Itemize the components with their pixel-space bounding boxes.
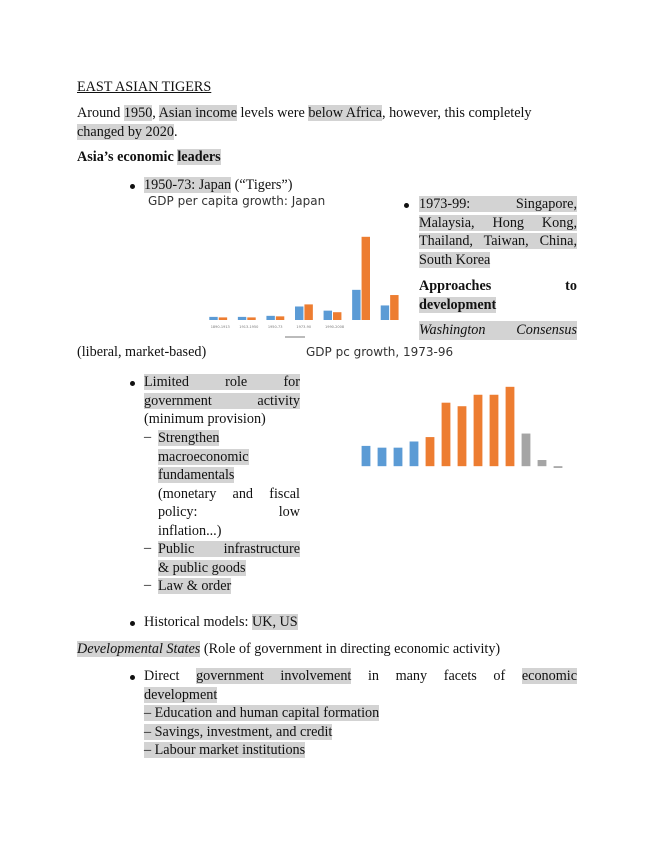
chart2-bar <box>490 395 499 466</box>
direct-highlight: government involvement <box>196 668 352 684</box>
dev-states-text: (Role of government in directing economic activity) <box>200 641 501 657</box>
tigers-line: South Korea <box>419 251 491 268</box>
bullet-tigers <box>419 195 577 269</box>
chart1-bar <box>209 317 217 320</box>
direct-highlight: development <box>144 686 218 703</box>
sub-line: fundamentals <box>158 467 235 483</box>
chart2-bar <box>522 434 531 467</box>
chart1-bar <box>333 312 341 320</box>
leaders-highlight: leaders <box>177 149 221 165</box>
chart1-bar <box>247 317 255 320</box>
chart1-bar <box>304 304 312 320</box>
sub-line: & public goods <box>158 559 246 576</box>
chart2-bar <box>362 446 371 466</box>
chart2-bar <box>554 466 563 468</box>
bullet-direct <box>144 667 577 760</box>
direct-highlight: economic <box>521 668 577 684</box>
intro-text: , <box>152 105 159 121</box>
chart1-x-tick: 1990-2008 <box>325 325 345 329</box>
chart1-bar <box>238 317 246 320</box>
chart1-x-tick: 1973-90 <box>296 325 312 329</box>
bullet-japan <box>144 177 292 194</box>
tigers-line: Thailand, Taiwan, China, <box>419 233 577 249</box>
bullet-dot <box>130 184 135 189</box>
historical-highlight: UK, US <box>251 614 298 630</box>
limited-line: Limited role for <box>144 374 300 390</box>
approaches-line: Approaches to <box>419 278 577 294</box>
liberal-text: (liberal, market-based) <box>77 344 207 360</box>
sub-line: Strengthen <box>158 430 220 446</box>
dev-states-highlight: Developmental States <box>77 641 201 657</box>
chart1-legend <box>285 336 305 338</box>
sub-line: macroeconomic <box>158 448 249 465</box>
washington-consensus: Washington Consensus <box>419 322 577 338</box>
sublist-item: – Education and human capital formation <box>144 705 380 721</box>
sub-line: inflation...) <box>158 522 222 539</box>
sub-fundamentals <box>158 429 300 540</box>
chart1-bar <box>381 305 389 320</box>
intro-highlight: 1950 <box>123 105 153 121</box>
intro-paragraph <box>77 104 577 141</box>
intro-text: Around <box>77 105 124 121</box>
chart1-bar <box>390 295 398 320</box>
tigers-line: Malaysia, Hong Kong, <box>419 214 577 231</box>
chart1-bar <box>266 316 274 320</box>
direct-text: Direct <box>144 668 197 684</box>
chart1-bar <box>362 237 370 320</box>
intro-text: , however, this completely <box>381 105 532 121</box>
tigers-line: 1973-99: Singapore, <box>419 196 577 212</box>
intro-highlight: Asian income <box>158 105 237 121</box>
leaders-text: Asia’s economic <box>77 149 178 165</box>
chart1-bar <box>276 316 284 320</box>
chart1-x-tick: 1913-1950 <box>239 325 259 329</box>
chart2-bar <box>458 406 467 466</box>
sublist-item: – Savings, investment, and credit <box>144 723 333 740</box>
dash-marker: – <box>144 429 152 445</box>
dash-marker: – <box>144 577 152 593</box>
chart1-bar <box>219 317 227 320</box>
sub-line: Law & order <box>158 578 232 594</box>
chart1-bar <box>295 306 303 320</box>
sub-infrastructure <box>158 540 300 577</box>
chart2-bar <box>410 441 419 466</box>
chart2-gdp-growth <box>346 374 566 489</box>
bullet-japan-highlight: 1950-73: Japan <box>144 177 232 193</box>
chart2-bar <box>378 448 387 467</box>
chart1-x-tick: 1890-1913 <box>210 325 230 329</box>
intro-text: levels were <box>237 105 309 121</box>
limited-line: government activity <box>144 392 300 409</box>
intro-highlight: changed by 2020 <box>77 123 174 140</box>
chart2-bar <box>538 460 547 466</box>
chart2-bar <box>474 395 483 466</box>
bullet-dot <box>130 381 135 386</box>
historical-text: Historical models: <box>144 614 252 630</box>
approaches-heading <box>419 277 577 314</box>
chart2-title: GDP pc growth, 1973-96 <box>306 345 454 359</box>
bullet-japan-text: (“Tigers”) <box>231 177 293 193</box>
intro-highlight: below Africa <box>308 105 382 121</box>
chart2-bar <box>394 448 403 467</box>
bullet-dot <box>404 203 409 208</box>
chart1-japan-gdp <box>195 212 405 342</box>
bullet-dot <box>130 675 135 680</box>
sub-line: policy: low <box>158 504 300 520</box>
chart2-bar <box>506 387 515 466</box>
chart1-bar <box>324 311 332 320</box>
developmental-states <box>77 641 500 658</box>
sub-law-order <box>158 577 300 596</box>
chart1-title: GDP per capita growth: Japan <box>148 194 326 208</box>
chart2-bar <box>426 437 435 466</box>
dash-marker: – <box>144 540 152 556</box>
section-heading: EAST ASIAN TIGERS <box>77 79 212 95</box>
chart2-bar <box>442 403 451 466</box>
limited-line: (minimum provision) <box>144 411 266 427</box>
sublist-item: – Labour market institutions <box>144 742 306 758</box>
chart1-x-tick: 1950-73 <box>267 325 283 329</box>
direct-text: in many facets of <box>351 668 522 684</box>
approaches-line: development <box>419 296 497 313</box>
intro-text: . <box>173 123 178 140</box>
sub-line: (monetary and fiscal <box>158 485 300 502</box>
bullet-historical <box>144 614 298 631</box>
leaders-heading <box>77 149 221 166</box>
bullet-dot <box>130 621 135 626</box>
sub-line: Public infrastructure <box>158 541 300 557</box>
bullet-limited-role <box>144 373 300 429</box>
chart1-bar <box>352 290 360 320</box>
